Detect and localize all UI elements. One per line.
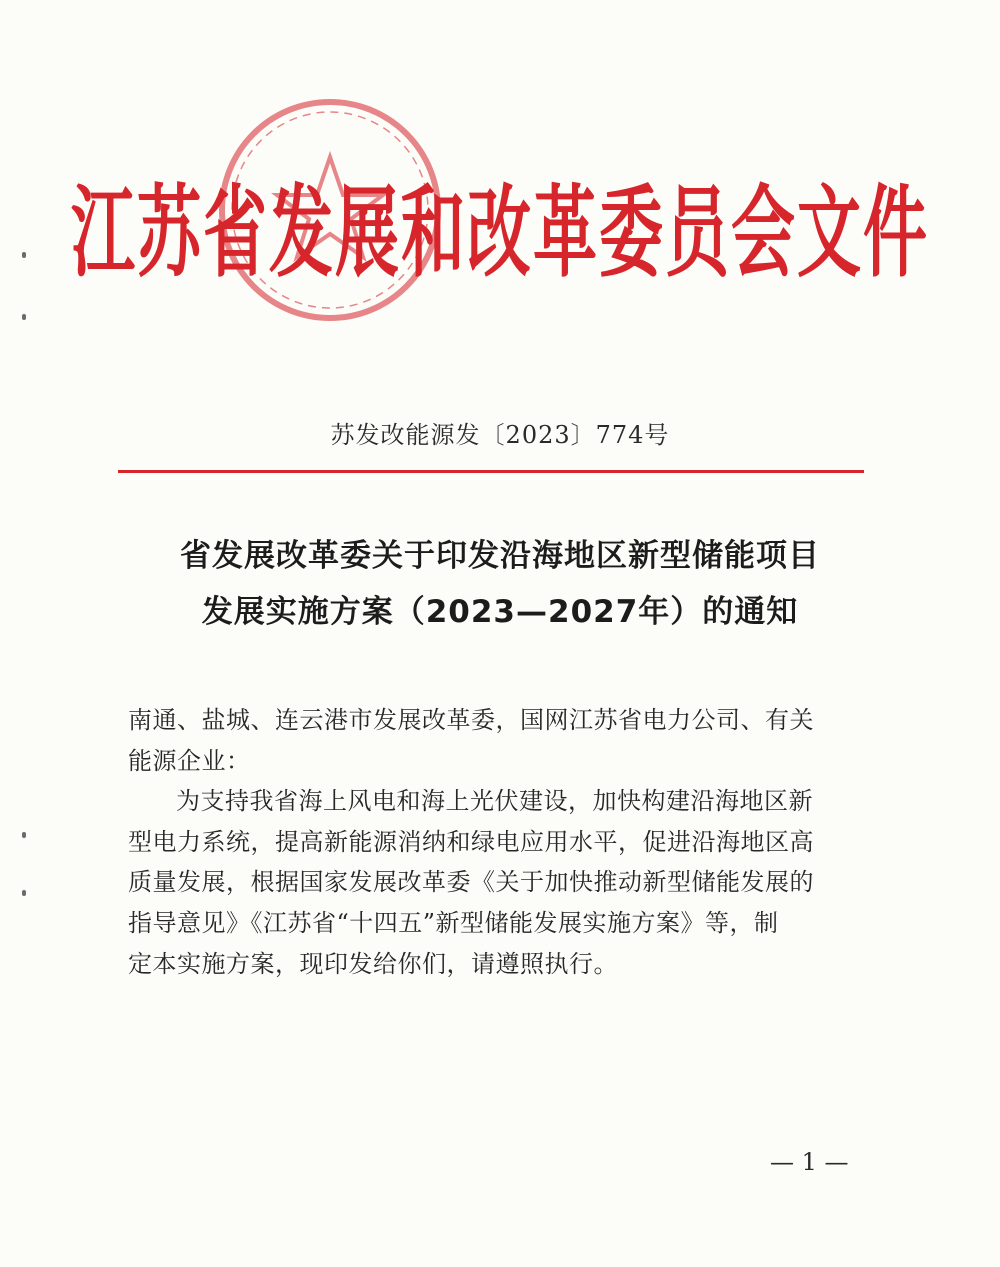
paragraph-line: 指导意见》《江苏省“十四五”新型储能发展实施方案》等，制 [128, 908, 779, 937]
document-number: 苏发改能源发〔2023〕774号 [330, 421, 670, 449]
paragraph-line: 型电力系统，提高新能源消纳和绿电应用水平，促进沿海地区高 [128, 827, 814, 856]
addressee-line: 能源企业： [128, 746, 251, 775]
red-divider [118, 470, 864, 473]
scan-speck [22, 832, 26, 838]
page-number: — 1 — [770, 1148, 849, 1176]
addressee-line: 南通、盐城、连云港市发展改革委，国网江苏省电力公司、有关 [128, 706, 814, 734]
scan-speck [22, 314, 26, 320]
paragraph-line: 质量发展，根据国家发展改革委《关于加快推动新型储能发展的 [128, 868, 814, 897]
scan-speck [22, 890, 26, 896]
paragraph-line: 为支持我省海上风电和海上光伏建设，加快构建沿海地区新 [176, 787, 813, 816]
notice-title-line: 省发展改革委关于印发沿海地区新型储能项目 [180, 538, 820, 574]
paragraph-line: 定本实施方案，现印发给你们，请遵照执行。 [128, 949, 618, 978]
notice-title-line: 发展实施方案（2023—2027年）的通知 [201, 594, 799, 630]
notice-title [0, 528, 1000, 640]
notice-body [128, 700, 868, 984]
document-header-title: 江苏省发展和改革委员会文件 [71, 177, 929, 292]
